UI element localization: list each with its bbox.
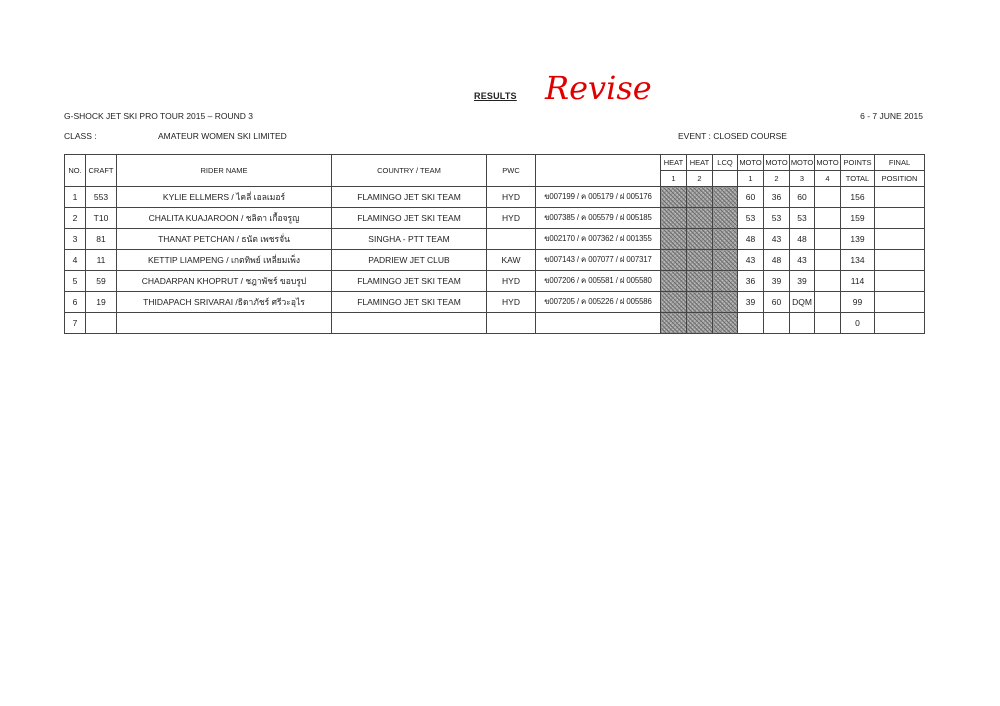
cell-registration: ข007143 / ค 007077 / ฝ 007317 [536,250,661,271]
cell-registration: ข007385 / ค 005579 / ฝ 005185 [536,208,661,229]
cell-pwc: HYD [487,271,536,292]
cell-final [875,292,925,313]
cell-moto2: 60 [764,292,790,313]
cell-moto2: 48 [764,250,790,271]
cell-total: 139 [841,229,875,250]
col-rider: RIDER NAME [117,155,332,187]
cell-moto2: 43 [764,229,790,250]
table-row [65,313,925,334]
cell-team [332,313,487,334]
cell-moto4 [815,271,841,292]
cell-total: 134 [841,250,875,271]
cell-total: 114 [841,271,875,292]
cell-team: PADRIEW JET CLUB [332,250,487,271]
table-row [65,250,925,271]
cell-heat1 [661,250,687,271]
cell-team: SINGHA - PTT TEAM [332,229,487,250]
table-row [65,187,925,208]
cell-moto3: DQM [790,292,815,313]
cell-heat2 [687,187,713,208]
cell-heat2 [687,271,713,292]
cell-moto3: 43 [790,250,815,271]
cell-moto2 [764,313,790,334]
cell-moto2: 53 [764,208,790,229]
col-pwc: PWC [487,155,536,187]
cell-moto1 [738,313,764,334]
cell-pwc [487,313,536,334]
col-final: FINAL [875,155,925,171]
cell-moto4 [815,229,841,250]
col-final-position: POSITION [875,171,925,187]
col-points: POINTS [841,155,875,171]
cell-heat2 [687,208,713,229]
cell-total: 0 [841,313,875,334]
cell-heat1 [661,292,687,313]
col-registration [536,155,661,187]
cell-craft: 11 [86,250,117,271]
class-value: AMATEUR WOMEN SKI LIMITED [158,131,287,141]
cell-lcq [713,250,738,271]
cell-craft: T10 [86,208,117,229]
col-lcq-sub [713,171,738,187]
cell-moto2: 36 [764,187,790,208]
cell-registration [536,313,661,334]
table-row [65,229,925,250]
col-heat2: HEAT [687,155,713,171]
cell-total: 159 [841,208,875,229]
cell-moto3 [790,313,815,334]
col-moto3: MOTO [790,155,815,171]
col-moto2: MOTO [764,155,790,171]
cell-rider: CHALITA KUAJAROON / ชลิตา เกื้อจรูญ [117,208,332,229]
revise-stamp: Revise [545,69,652,107]
col-moto3-num: 3 [790,171,815,187]
cell-no: 2 [65,208,86,229]
cell-moto4 [815,292,841,313]
cell-moto2: 39 [764,271,790,292]
cell-pwc: KAW [487,250,536,271]
table-row [65,292,925,313]
col-heat1-num: 1 [661,171,687,187]
cell-pwc: HYD [487,187,536,208]
cell-craft [86,313,117,334]
cell-registration: ข002170 / ค 007362 / ฝ 001355 [536,229,661,250]
col-heat1: HEAT [661,155,687,171]
cell-heat2 [687,229,713,250]
cell-moto4 [815,313,841,334]
cell-rider: THIDAPACH SRIVARAI /ธิดาภัชร์ ศรีวะอุไร [117,292,332,313]
cell-rider: THANAT PETCHAN / ธนัต เพชรจั่น [117,229,332,250]
table-row [65,271,925,292]
cell-lcq [713,313,738,334]
cell-moto4 [815,208,841,229]
cell-registration: ข007206 / ค 005581 / ฝ 005580 [536,271,661,292]
cell-pwc: HYD [487,292,536,313]
cell-moto1: 60 [738,187,764,208]
table-row [65,208,925,229]
cell-team: FLAMINGO JET SKI TEAM [332,187,487,208]
cell-lcq [713,271,738,292]
cell-final [875,250,925,271]
event-date: 6 - 7 JUNE 2015 [860,111,923,121]
cell-heat2 [687,250,713,271]
results-title: RESULTS [474,91,517,101]
cell-total: 99 [841,292,875,313]
cell-craft: 553 [86,187,117,208]
cell-moto3: 39 [790,271,815,292]
cell-moto1: 39 [738,292,764,313]
class-label: CLASS : [64,131,97,141]
cell-no: 1 [65,187,86,208]
cell-heat1 [661,271,687,292]
cell-no: 7 [65,313,86,334]
cell-moto3: 53 [790,208,815,229]
col-team: COUNTRY / TEAM [332,155,487,187]
cell-final [875,229,925,250]
cell-moto1: 36 [738,271,764,292]
cell-team: FLAMINGO JET SKI TEAM [332,208,487,229]
col-moto4: MOTO [815,155,841,171]
cell-moto3: 48 [790,229,815,250]
cell-craft: 19 [86,292,117,313]
col-lcq: LCQ [713,155,738,171]
cell-heat1 [661,187,687,208]
cell-craft: 59 [86,271,117,292]
col-heat2-num: 2 [687,171,713,187]
cell-moto4 [815,187,841,208]
cell-registration: ข007205 / ค 005226 / ฝ 005586 [536,292,661,313]
cell-pwc [487,229,536,250]
col-moto2-num: 2 [764,171,790,187]
cell-heat2 [687,292,713,313]
cell-heat1 [661,229,687,250]
cell-no: 3 [65,229,86,250]
col-moto4-num: 4 [815,171,841,187]
cell-no: 5 [65,271,86,292]
cell-total: 156 [841,187,875,208]
col-craft: CRAFT [86,155,117,187]
cell-moto1: 43 [738,250,764,271]
cell-no: 4 [65,250,86,271]
event-type: EVENT : CLOSED COURSE [678,131,787,141]
cell-final [875,208,925,229]
cell-rider [117,313,332,334]
cell-heat1 [661,208,687,229]
cell-final [875,187,925,208]
cell-registration: ข007199 / ค 005179 / ฝ 005176 [536,187,661,208]
cell-rider: KETTIP LIAMPENG / เกตทิพย์ เหลี่ยมเพ็ง [117,250,332,271]
col-moto1: MOTO [738,155,764,171]
cell-lcq [713,229,738,250]
cell-moto4 [815,250,841,271]
cell-final [875,313,925,334]
cell-lcq [713,187,738,208]
cell-team: FLAMINGO JET SKI TEAM [332,271,487,292]
col-points-total: TOTAL [841,171,875,187]
col-no: NO. [65,155,86,187]
results-table [64,154,925,334]
col-moto1-num: 1 [738,171,764,187]
cell-rider: KYLIE ELLMERS / ไคลี่ เอลเมอร์ [117,187,332,208]
cell-heat2 [687,313,713,334]
cell-moto1: 53 [738,208,764,229]
cell-lcq [713,292,738,313]
cell-moto1: 48 [738,229,764,250]
cell-craft: 81 [86,229,117,250]
cell-pwc: HYD [487,208,536,229]
event-name: G-SHOCK JET SKI PRO TOUR 2015 – ROUND 3 [64,111,253,121]
cell-team: FLAMINGO JET SKI TEAM [332,292,487,313]
cell-no: 6 [65,292,86,313]
cell-final [875,271,925,292]
cell-heat1 [661,313,687,334]
cell-rider: CHADARPAN KHOPRUT / ชฎาพัชร์ ขอบรูป [117,271,332,292]
cell-moto3: 60 [790,187,815,208]
cell-lcq [713,208,738,229]
